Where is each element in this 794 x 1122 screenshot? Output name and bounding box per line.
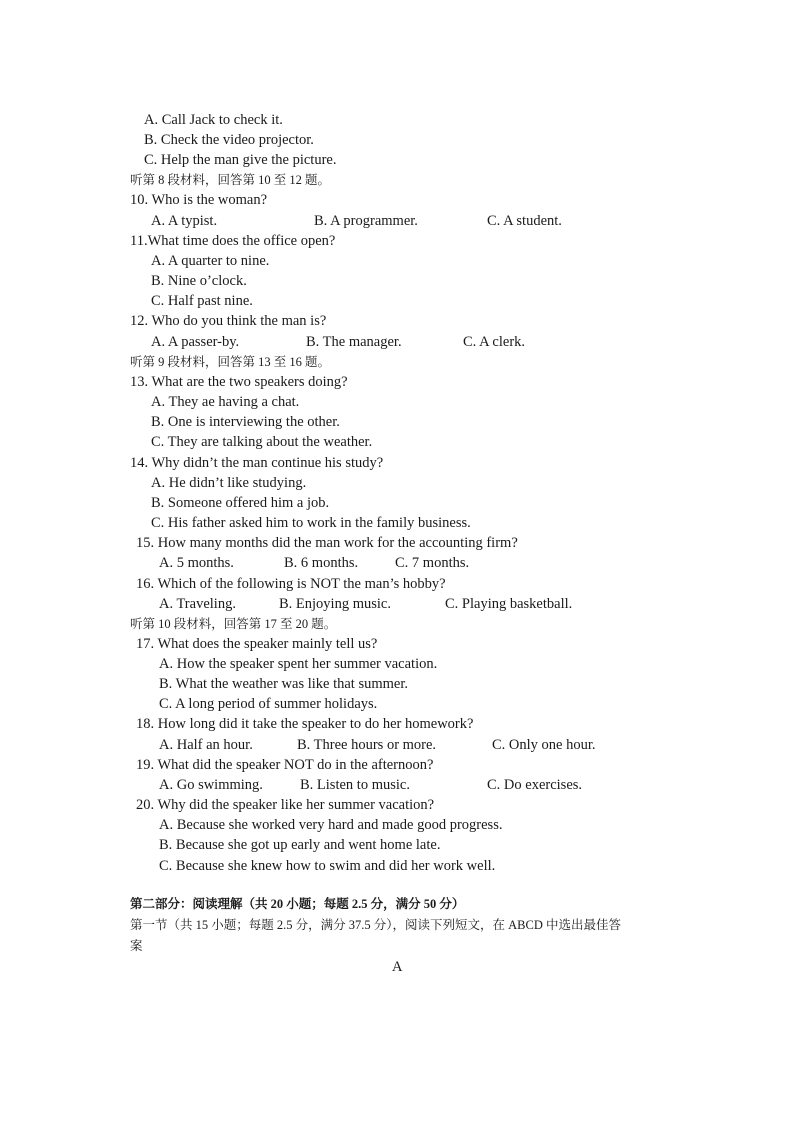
q9-option-c: C. Help the man give the picture.: [144, 152, 337, 168]
q12-stem: 12. Who do you think the man is?: [130, 313, 327, 329]
q12-option-b: B. The manager.: [306, 334, 402, 350]
q10-option-c: C. A student.: [487, 213, 562, 229]
q14-stem: 14. Why didn’t the man continue his study?: [130, 455, 384, 471]
section-1-instruction-cont: 案: [130, 939, 143, 953]
q11-option-a: A. A quarter to nine.: [151, 253, 270, 269]
q20-stem: 20. Why did the speaker like her summer vacation?: [136, 797, 435, 813]
q11-option-c: C. Half past nine.: [151, 293, 253, 309]
section-9-instruction: 听第 9 段材料，回答第 13 至 16 题。: [130, 355, 331, 369]
q12-option-a: A. A passer-by.: [151, 334, 240, 350]
q11-option-b: B. Nine o’clock.: [151, 273, 247, 289]
q10-stem: 10. Who is the woman?: [130, 192, 268, 208]
section-1-instruction: 第一节（共 15 小题；每题 2.5 分，满分 37.5 分），阅读下列短文，在 ABCD 中选出最佳答: [130, 918, 621, 932]
part-2-heading: 第二部分：阅读理解（共 20 小题；每题 2.5 分，满分 50 分）: [130, 897, 465, 911]
q9-option-b: B. Check the video projector.: [144, 132, 314, 148]
q10-option-b: B. A programmer.: [314, 213, 418, 229]
q15-option-b: B. 6 months.: [284, 555, 359, 571]
q18-option-b: B. Three hours or more.: [297, 737, 437, 753]
q16-option-a: A. Traveling.: [159, 596, 236, 612]
passage-label: A: [392, 959, 403, 975]
q20-option-b: B. Because she got up early and went home late.: [159, 837, 441, 853]
q20-option-c: C. Because she knew how to swim and did her work well.: [159, 858, 496, 874]
section-8-instruction: 听第 8 段材料，回答第 10 至 12 题。: [130, 173, 331, 187]
q17-option-a: A. How the speaker spent her summer vacation.: [159, 656, 438, 672]
q18-option-c: C. Only one hour.: [492, 737, 596, 753]
section-10-instruction: 听第 10 段材料，回答第 17 至 20 题。: [130, 617, 337, 631]
q19-stem: 19. What did the speaker NOT do in the afternoon?: [136, 757, 434, 773]
q15-option-c: C. 7 months.: [395, 555, 470, 571]
q17-option-c: C. A long period of summer holidays.: [159, 696, 378, 712]
q15-stem: 15. How many months did the man work for the accounting firm?: [136, 535, 518, 551]
q17-stem: 17. What does the speaker mainly tell us?: [136, 636, 378, 652]
q15-option-a: A. 5 months.: [159, 555, 234, 571]
q13-option-b: B. One is interviewing the other.: [151, 414, 340, 430]
q18-option-a: A. Half an hour.: [159, 737, 253, 753]
q17-option-b: B. What the weather was like that summer.: [159, 676, 408, 692]
q16-option-c: C. Playing basketball.: [445, 596, 573, 612]
q13-option-a: A. They ae having a chat.: [151, 394, 300, 410]
q9-option-a: A. Call Jack to check it.: [144, 112, 283, 128]
q16-stem: 16. Which of the following is NOT the man’s hobby?: [136, 576, 446, 592]
q19-option-a: A. Go swimming.: [159, 777, 263, 793]
q18-stem: 18. How long did it take the speaker to do her homework?: [136, 716, 474, 732]
q14-option-b: B. Someone offered him a job.: [151, 495, 330, 511]
q12-option-c: C. A clerk.: [463, 334, 526, 350]
q14-option-c: C. His father asked him to work in the family business.: [151, 515, 471, 531]
q19-option-b: B. Listen to music.: [300, 777, 410, 793]
q13-option-c: C. They are talking about the weather.: [151, 434, 373, 450]
q14-option-a: A. He didn’t like studying.: [151, 475, 307, 491]
q11-stem: 11.What time does the office open?: [130, 233, 336, 249]
q20-option-a: A. Because she worked very hard and made good progress.: [159, 817, 503, 833]
q10-option-a: A. A typist.: [151, 213, 218, 229]
q19-option-c: C. Do exercises.: [487, 777, 583, 793]
q13-stem: 13. What are the two speakers doing?: [130, 374, 348, 390]
q16-option-b: B. Enjoying music.: [279, 596, 391, 612]
